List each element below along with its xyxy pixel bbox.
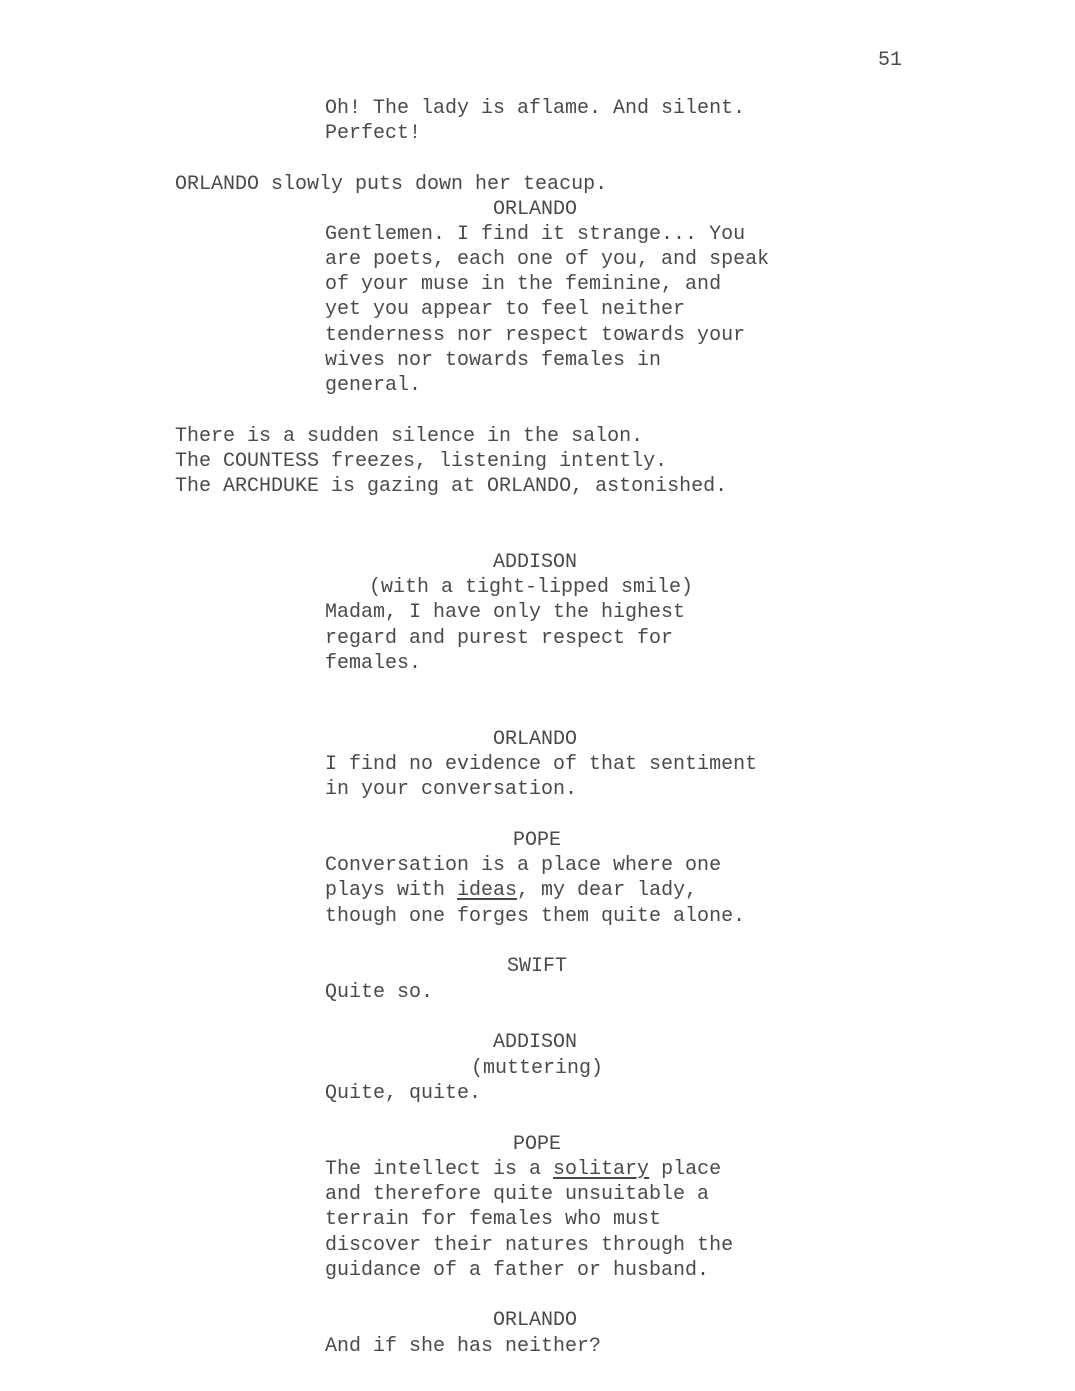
dialogue-line: females.	[325, 652, 422, 675]
dialogue-line: regard and purest respect for	[325, 627, 674, 650]
action-line: There is a sudden silence in the salon.	[175, 425, 644, 448]
dialogue-line	[325, 878, 697, 903]
dialogue-line: in your conversation.	[325, 778, 578, 801]
parenthetical: (muttering)	[471, 1057, 604, 1080]
character-name: POPE	[513, 1133, 562, 1156]
dialogue-line	[325, 1157, 721, 1182]
dialogue-line: Gentlemen. I find it strange... You	[325, 223, 746, 246]
dialogue-text: The intellect is a	[325, 1158, 554, 1181]
character-name: ORLANDO	[493, 1309, 578, 1332]
dialogue-line: general.	[325, 374, 422, 397]
dialogue-line: terrain for females who must	[325, 1208, 662, 1231]
action-line: The COUNTESS freezes, listening intently.	[175, 450, 668, 473]
character-name: ORLANDO	[493, 728, 578, 751]
underlined-word: ideas	[457, 879, 518, 902]
dialogue-line: Quite, quite.	[325, 1082, 482, 1105]
action-line: The ARCHDUKE is gazing at ORLANDO, astonished.	[175, 475, 728, 498]
dialogue-text: place	[649, 1158, 722, 1181]
dialogue-line: Perfect!	[325, 122, 422, 145]
underlined-word: solitary	[553, 1158, 650, 1181]
dialogue-line: are poets, each one of you, and speak	[325, 248, 770, 271]
character-name: SWIFT	[507, 955, 568, 978]
dialogue-text: plays with	[325, 879, 458, 902]
dialogue-line: of your muse in the feminine, and	[325, 273, 722, 296]
action-line: ORLANDO slowly puts down her teacup.	[175, 173, 608, 196]
dialogue-line: guidance of a father or husband.	[325, 1259, 710, 1282]
dialogue-line: tenderness nor respect towards your	[325, 324, 746, 347]
dialogue-line: wives nor towards females in	[325, 349, 662, 372]
dialogue-line: yet you appear to feel neither	[325, 298, 686, 321]
dialogue-line: though one forges them quite alone.	[325, 905, 746, 928]
dialogue-line: discover their natures through the	[325, 1234, 734, 1257]
character-name: POPE	[513, 829, 562, 852]
dialogue-line: Conversation is a place where one	[325, 854, 722, 877]
dialogue-line: Madam, I have only the highest	[325, 601, 686, 624]
character-name: ORLANDO	[493, 198, 578, 221]
dialogue-text: , my dear lady,	[517, 879, 698, 902]
dialogue-line: and therefore quite unsuitable a	[325, 1183, 710, 1206]
parenthetical: (with a tight-lipped smile)	[369, 576, 694, 599]
dialogue-line: And if she has neither?	[325, 1335, 602, 1358]
page-number: 51	[878, 49, 903, 72]
dialogue-line: I find no evidence of that sentiment	[325, 753, 758, 776]
dialogue-line: Quite so.	[325, 981, 434, 1004]
character-name: ADDISON	[493, 551, 578, 574]
dialogue-line: Oh! The lady is aflame. And silent.	[325, 97, 746, 120]
character-name: ADDISON	[493, 1031, 578, 1054]
